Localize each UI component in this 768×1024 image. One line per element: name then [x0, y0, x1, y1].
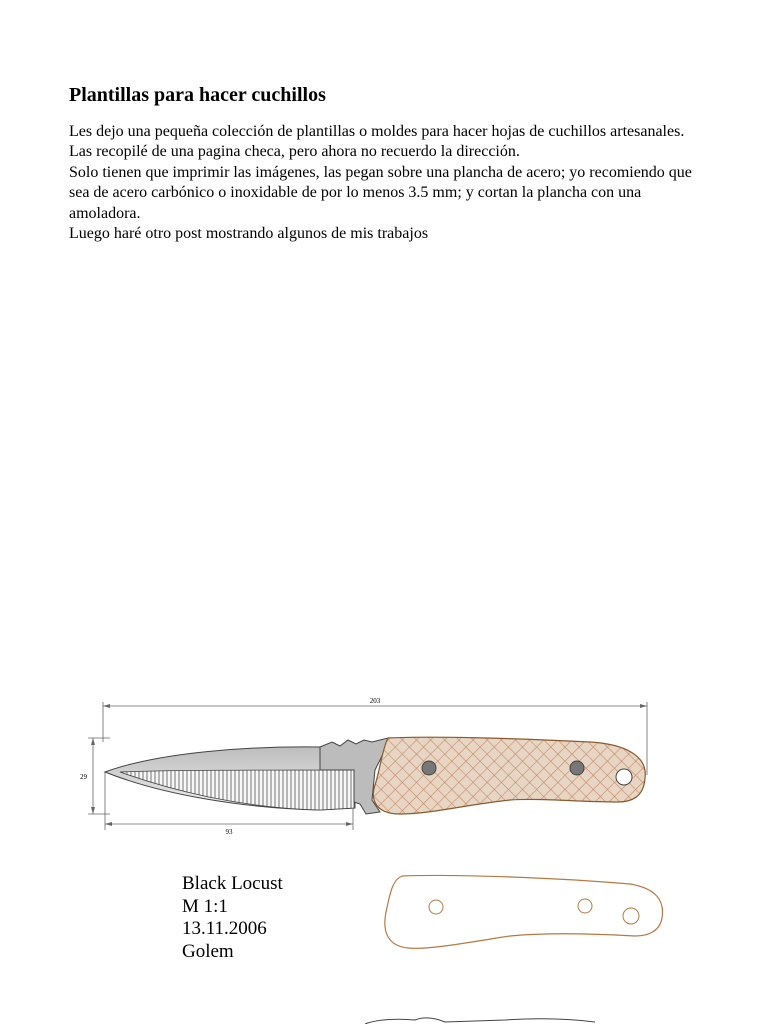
intro-paragraph: Les dejo una pequeña colección de plantillas o moldes para hacer hojas de cuchillos artesanales. Las recopilé de una pagina checa, pero ahora no recuerdo la dirección. [69, 123, 685, 161]
instructions-paragraph: Solo tienen que imprimir las imágenes, las pegan sobre una plancha de acero; yo recomiendo que sea de acero carbónico o inoxidable de por lo menos 3.5 mm; y cortan la plancha con una amoladora. [69, 163, 692, 222]
scale-label: M 1:1 [182, 895, 228, 917]
total-length-label: 203 [369, 697, 381, 705]
knife-template-drawing [70, 690, 670, 840]
handle-shape [373, 737, 645, 814]
lanyard-hole [616, 769, 632, 785]
height-dimension [80, 738, 110, 814]
scale-pin-front [429, 900, 443, 914]
drawing-caption [182, 873, 283, 963]
page-title: Plantillas para hacer cuchillos [69, 84, 326, 106]
handle-scale-outline [380, 870, 670, 955]
scale-pin-rear [578, 899, 592, 913]
handle-pin-front [422, 761, 436, 775]
next-template-edge [355, 1012, 605, 1024]
blade-length-label: 93 [225, 828, 233, 836]
height-label: 29 [80, 773, 87, 781]
handle-pin-rear [570, 761, 584, 775]
scale-lanyard-hole [623, 908, 639, 924]
model-name: Black Locust [182, 873, 283, 894]
body-text [69, 122, 709, 244]
drawing-date: 13.11.2006 [182, 918, 267, 939]
drawing-author: Golem [182, 940, 234, 962]
closing-paragraph: Luego haré otro post mostrando algunos de mis trabajos [69, 225, 429, 243]
